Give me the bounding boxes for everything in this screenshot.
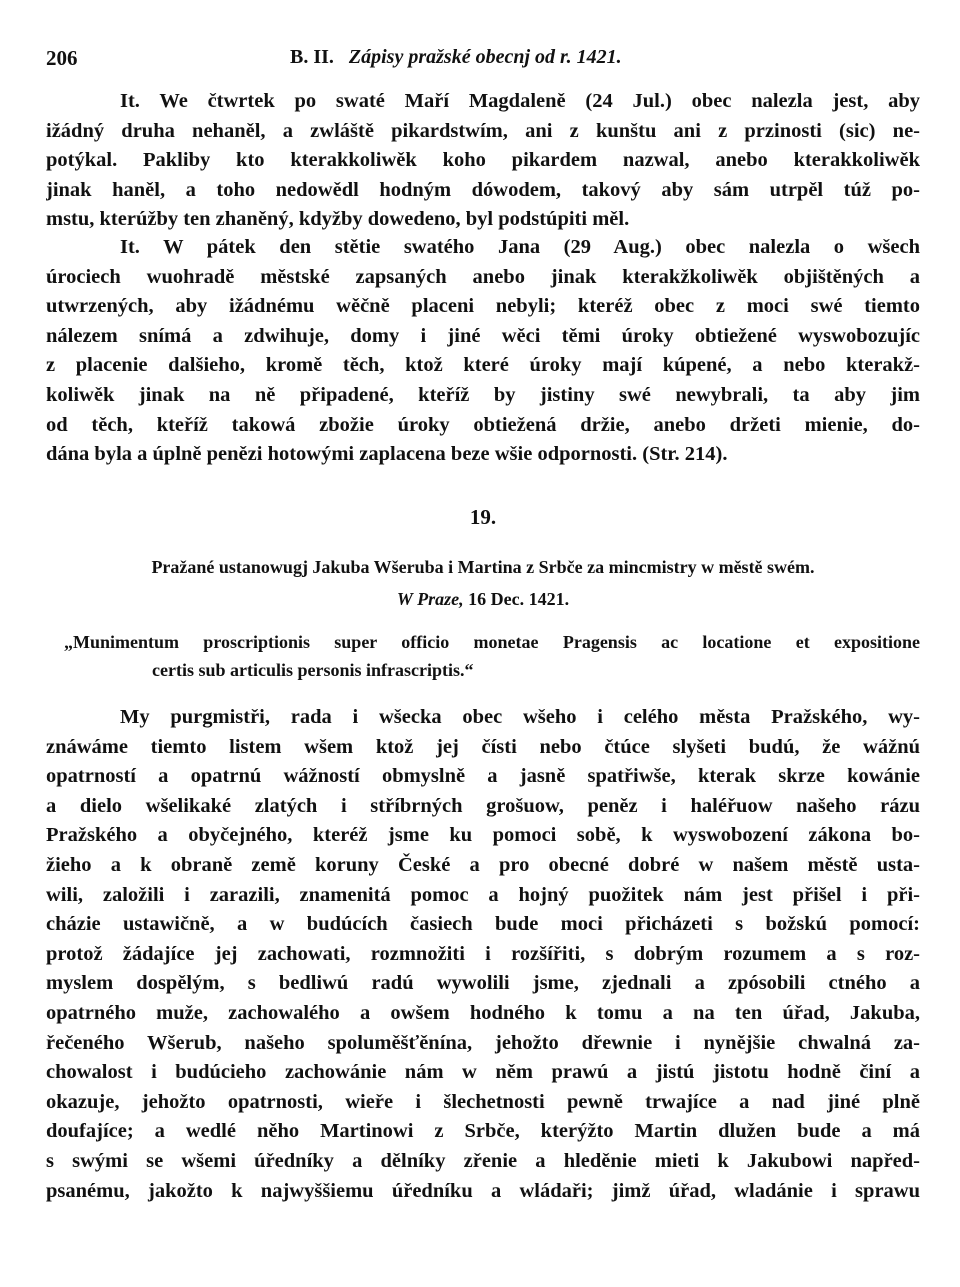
text-line: doufajíce; a wedlé něho Martinowi z Srbče, kterýžto Martin dlužen bude a má xyxy=(46,1120,920,1143)
text-line: a dielo wšelikaké zlatých i stříbrných grošuow, peněz i haléřuow našeho rázu xyxy=(46,794,920,817)
document-heading: Pražané ustanowugj Jakuba Wšeruba i Martina z Srbče za mincmistry w městě swém. xyxy=(151,557,815,577)
text-line: potýkal. Pakliby kto kterakkoliwěk koho pikardem nazwal, anebo kterakkoliwěk xyxy=(46,149,920,172)
paragraph-entry-august xyxy=(46,233,920,470)
text-line: myslem dospělým, s bedliwú radú wywolili jsme, zjednali a zpósobili ctného a xyxy=(46,972,920,995)
text-line: znáwáme tiemto listem wšem ktož jej čísti nebo čtúce slyšeti budú, že wážnú xyxy=(46,735,920,758)
text-line: okazuje, jehožto opatrnosti, wieře i šlechetnosti pewně trwajíce a nad jiné plně xyxy=(46,1090,920,1113)
text-line: It. W pátek den stětie swatého Jana (29 Aug.) obec nalezla o wšech xyxy=(120,236,920,258)
text-line: jinak haněl, a toho nedowědl hodným dówodem, takový aby sám utrpěl túž po- xyxy=(46,178,920,201)
running-title xyxy=(290,46,622,69)
text-line: Pražského a obyčejného, kteréž jsme ku pomoci sobě, k wyswobození zákona bo- xyxy=(46,824,920,847)
page-number: 206 xyxy=(46,46,78,70)
dateline-date: 16 Dec. 1421. xyxy=(468,589,570,609)
dateline-place: W Praze, xyxy=(396,589,464,609)
book-page xyxy=(46,0,920,1287)
text-line: nálezem snímá a zdwihuje, domy i jiné wěci těmi úroky obtiežené wyswobozujíc xyxy=(46,324,920,347)
text-line: dána byla a úplně penězi hotowými zaplacena beze wšie odpornosti. (Str. 214). xyxy=(46,443,728,466)
running-head xyxy=(46,46,920,76)
document-number: 19. xyxy=(469,505,497,529)
text-line: úrociech wuohradě městské zapsaných anebo jinak kterakžkoliwěk objištěných a xyxy=(46,265,920,288)
text-line: žieho a k obraně země koruny České a pro obecné dobré w našem městě usta- xyxy=(46,853,920,876)
text-line: My purgmistři, rada i wšecka obec wšeho i celého města Pražského, wy- xyxy=(120,706,920,728)
text-line: psanému, jakožto k najwyššiemu úředníku a wládaři; jimž úřad, wladánie i sprawu xyxy=(46,1179,920,1202)
section-title: Zápisy pražské obecnj od r. 1421. xyxy=(348,46,622,68)
text-line: cházie ustawičně, a w budúcích časiech bude moci přicházeti s božskú pomocí: xyxy=(46,913,920,936)
text-line: ižádný druha nehaněl, a zwláště pikardstwím, ani z kunštu ani z przinosti (sic) ne- xyxy=(46,119,920,142)
text-line: řečeného Wšerub, našeho spoluměšťěnína, jehožto dřewnie i nynějšie chwalná za- xyxy=(46,1031,920,1054)
text-line: koliwěk jinak na ně připadené, kteříž by jistiny swé newybrali, ta aby jim xyxy=(46,383,920,406)
text-line: It. We čtwrtek po swaté Maří Magdaleně (24 Jul.) obec nalezla jest, aby xyxy=(120,90,920,112)
dateline xyxy=(46,589,920,610)
paragraph-entry-july xyxy=(46,87,920,235)
rubric-line: „Munimentum proscriptionis super officio monetae Pragensis ac locatione et expositione xyxy=(64,632,920,652)
text-line: utwrzených, aby ižádnému wěčně placeni nebyli; kteréž obec z moci swé tiemto xyxy=(46,295,920,318)
text-line: chowalost i budúcieho zachowánie nám w něm prawú a jistú jistotu hodně činí a xyxy=(46,1061,920,1084)
series-label: B. II. xyxy=(290,46,334,68)
rubric-line: certis sub articulis personis infrascriptis.“ xyxy=(152,660,474,680)
rubric-quote xyxy=(64,628,920,684)
text-line: opatrností a opatrnú wážností obmyslně a jasně spatřiwše, kterak skrze kowánie xyxy=(46,765,920,788)
text-line: mstu, kterúžby ten zhaněný, kdyžby dowedeno, byl podstúpiti měl. xyxy=(46,208,630,231)
text-line: wili, založili i zarazili, znamenitá pomoc a hojný puožitek nám jest přišel i při- xyxy=(46,883,920,906)
paragraph-charter-text xyxy=(46,703,920,1206)
text-line: z placenie dalšieho, kromě těch, ktož které úroky mají kúpené, a nebo kterakž- xyxy=(46,354,920,377)
text-line: opatrného muže, zachowalého a owšem hodného k tomu a na ten úřad, Jakuba, xyxy=(46,1001,920,1024)
text-line: protož žádajíce jej zachowati, rozmnožiti i rozšířiti, s dobrým rozumem a s roz- xyxy=(46,942,920,965)
text-line: od těch, kteříž takowá zbožie úroky obtiežená držie, anebo držeti mienie, do- xyxy=(46,413,920,436)
text-line: s swými se wšemi úředníky a dělníky zřenie a hleděnie mieti k Jakubowi napřed- xyxy=(46,1149,920,1172)
